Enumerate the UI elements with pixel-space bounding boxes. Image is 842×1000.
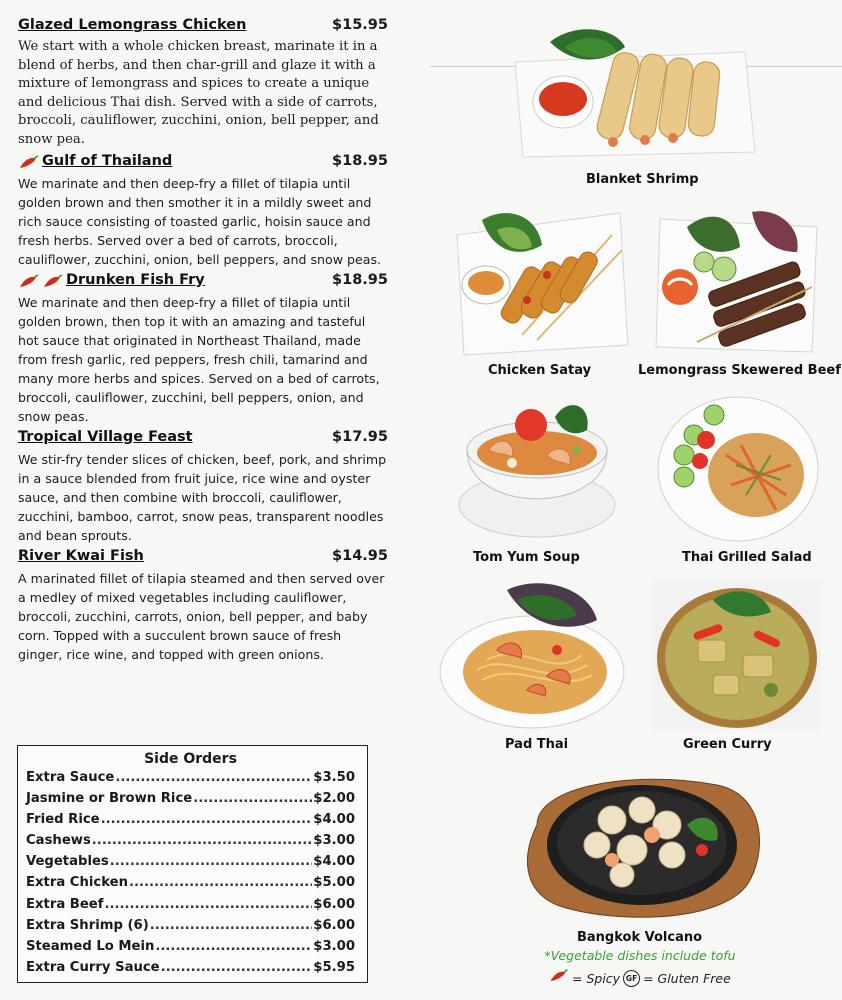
chili-pepper-icon bbox=[548, 968, 570, 988]
side-order-price: $2.00 bbox=[313, 791, 355, 807]
side-order-row bbox=[26, 833, 355, 854]
side-order-name: Extra Chicken bbox=[26, 875, 128, 891]
menu-item bbox=[18, 548, 388, 664]
dish-description: We marinate and then deep-fry a fillet of tilapia until golden brown and then smother it in a mildly sweet and rich sauce consisting of toasted garlic, hoisin sauce and fresh herbs. Served over a bed of carrots, broccoli, cauliflower, zucchini, onion, bell peppers, and snow peas. bbox=[18, 175, 382, 267]
dot-leader bbox=[129, 875, 312, 890]
dish-name: Tropical Village Feast bbox=[18, 428, 193, 445]
side-orders-box bbox=[17, 745, 368, 983]
dish-price: $17.95 bbox=[332, 428, 388, 445]
dish-name: Gulf of Thailand bbox=[42, 152, 173, 169]
side-order-name: Extra Beef bbox=[26, 896, 104, 912]
photo-caption: Tom Yum Soup bbox=[473, 550, 580, 565]
photo-caption: Pad Thai bbox=[505, 737, 569, 752]
dot-leader bbox=[115, 770, 312, 785]
photo-caption: Chicken Satay bbox=[488, 363, 592, 378]
pad-thai-photo bbox=[437, 580, 632, 730]
dot-leader bbox=[110, 854, 313, 869]
vegetable-note: *Vegetable dishes include tofu bbox=[544, 948, 736, 963]
side-order-name: Fried Rice bbox=[26, 812, 100, 828]
side-order-row bbox=[26, 770, 355, 791]
dot-leader bbox=[92, 833, 312, 848]
photo-caption: Lemongrass Skewered Beef bbox=[638, 363, 841, 378]
dish-price: $15.95 bbox=[332, 17, 388, 33]
green-curry-photo bbox=[653, 580, 821, 730]
side-order-price: $5.00 bbox=[313, 875, 355, 891]
side-order-row bbox=[26, 918, 355, 939]
side-order-row bbox=[26, 960, 355, 981]
lemongrass-beef-photo bbox=[652, 207, 822, 359]
side-order-price: $4.00 bbox=[313, 854, 355, 870]
dish-description: We stir-fry tender slices of chicken, beef, pork, and shrimp in a sauce blended from fruit juice, rice wine and oyster sauce, and then combine with broccoli, cauliflower, zucchini, bamboo, carrot, snow peas, transparent noodles and bean sprouts. bbox=[18, 451, 387, 543]
menu-item bbox=[18, 17, 388, 150]
tom-yum-soup-photo bbox=[457, 395, 617, 540]
menu-item bbox=[18, 429, 388, 545]
side-order-price: $5.95 bbox=[313, 959, 355, 975]
side-order-name: Steamed Lo Mein bbox=[26, 938, 155, 954]
side-order-name: Cashews bbox=[26, 833, 91, 849]
side-order-row bbox=[26, 875, 355, 896]
chili-pepper-icon bbox=[18, 154, 40, 172]
dish-name: Glazed Lemongrass Chicken bbox=[18, 17, 247, 33]
side-order-row bbox=[26, 897, 355, 918]
dish-description: A marinated fillet of tilapia steamed and then served over a medley of mixed vegetables including cauliflower, broccoli, zucchini, carrots, onion, bell pepper, and baby corn. Topped with a succulent brown sauce of fresh ginger, rice wine, and topped with green onions. bbox=[18, 570, 385, 662]
dot-leader bbox=[105, 897, 313, 912]
side-order-name: Jasmine or Brown Rice bbox=[26, 791, 193, 807]
chili-pepper-icon bbox=[42, 273, 64, 291]
side-order-price: $3.00 bbox=[313, 938, 355, 954]
side-order-row bbox=[26, 939, 355, 960]
side-order-price: $6.00 bbox=[313, 917, 355, 933]
entrees-list bbox=[18, 17, 388, 667]
chili-pepper-icon bbox=[18, 273, 40, 291]
gluten-free-icon: GF bbox=[623, 970, 640, 987]
dot-leader bbox=[101, 812, 313, 827]
dish-description: We marinate and then deep-fry a fillet of tilapia until golden brown, then top it with an amazing and tasteful hot sauce that originated in Northeast Thailand, made from fresh garlic, red peppers, fresh chili, tamarind and many more herbs and spices. Served on a bed of carrots, broccoli, cauliflower, zucchini, bell peppers, onion, and snow peas. bbox=[18, 294, 380, 424]
thai-grilled-salad-photo bbox=[656, 395, 821, 543]
photo-caption: Bangkok Volcano bbox=[577, 930, 703, 945]
side-order-price: $3.50 bbox=[313, 770, 355, 785]
dish-price: $14.95 bbox=[332, 547, 388, 564]
menu-item bbox=[18, 153, 388, 269]
dish-price: $18.95 bbox=[332, 271, 388, 288]
photo-caption: Green Curry bbox=[683, 737, 772, 752]
side-order-name: Extra Shrimp (6) bbox=[26, 917, 149, 933]
menu-item bbox=[18, 272, 388, 426]
gluten-free-legend-label: = Gluten Free bbox=[643, 970, 731, 986]
dot-leader bbox=[193, 791, 312, 806]
dot-leader bbox=[150, 918, 313, 933]
side-order-price: $3.00 bbox=[313, 833, 355, 849]
spicy-legend-label: = Spicy bbox=[572, 970, 621, 986]
side-order-price: $4.00 bbox=[313, 812, 355, 828]
blanket-shrimp-photo bbox=[505, 22, 760, 162]
photo-caption: Thai Grilled Salad bbox=[682, 550, 812, 565]
side-orders-title: Side Orders bbox=[144, 751, 237, 767]
dot-leader bbox=[161, 960, 313, 975]
side-order-name: Extra Sauce bbox=[26, 770, 115, 785]
side-order-row bbox=[26, 812, 355, 833]
photo-caption: Blanket Shrimp bbox=[586, 172, 699, 187]
side-order-name: Extra Curry Sauce bbox=[26, 959, 160, 975]
side-order-name: Vegetables bbox=[26, 854, 109, 870]
dish-price: $18.95 bbox=[332, 152, 388, 169]
chicken-satay-photo bbox=[452, 205, 632, 360]
side-order-row bbox=[26, 854, 355, 875]
dish-name: River Kwai Fish bbox=[18, 547, 144, 564]
side-order-price: $6.00 bbox=[313, 896, 355, 912]
dot-leader bbox=[155, 939, 312, 954]
side-order-row bbox=[26, 791, 355, 812]
dish-description: We start with a whole chicken breast, marinate it in a blend of herbs, and then char-grill and glaze it with a mixture of lemongrass and spices to create a unique and delicious Thai dish. Served with a side of carrots, broccoli, cauliflower, zucchini, onion, bell pepper, and snow pea. bbox=[18, 39, 379, 147]
bangkok-volcano-photo bbox=[517, 765, 765, 925]
dish-name: Drunken Fish Fry bbox=[66, 271, 205, 288]
legend bbox=[548, 968, 731, 988]
